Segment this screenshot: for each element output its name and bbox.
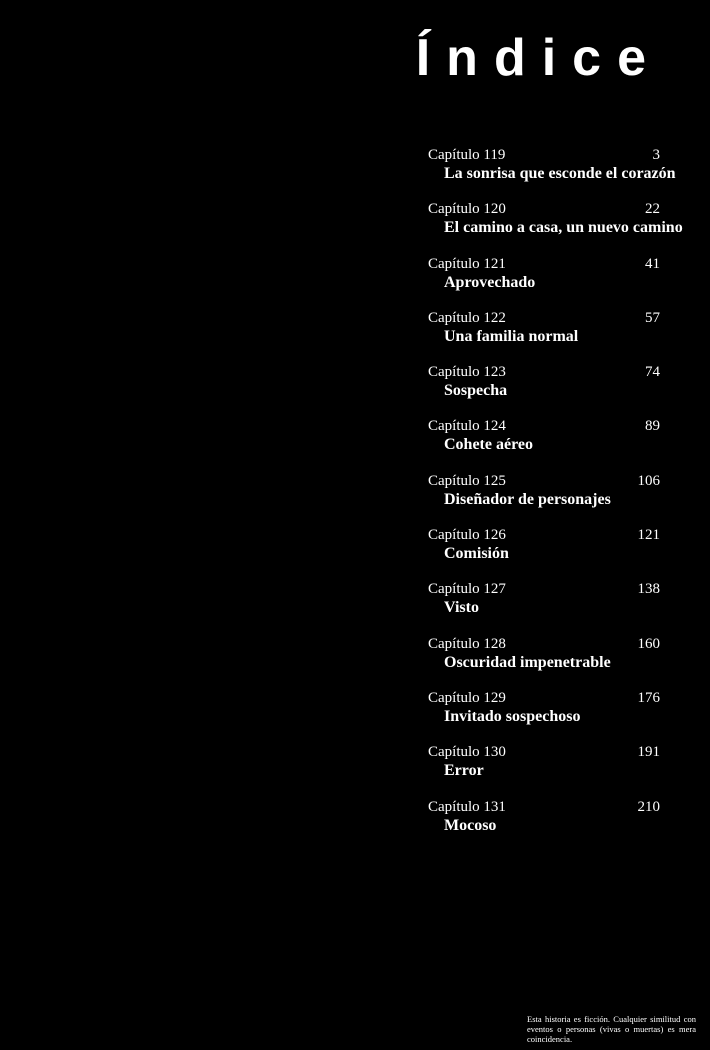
chapter-page-number: 160 [637, 635, 660, 652]
toc-entry[interactable] [428, 580, 690, 634]
fiction-disclaimer: Esta historia es ficción. Cualquier similitud con eventos o personas (vivas o muertas) es mera coincidencia. [527, 1013, 696, 1044]
toc-entry[interactable] [428, 472, 690, 526]
chapter-title: Una familia normal [444, 327, 579, 345]
chapter-page-number: 41 [645, 255, 660, 272]
chapter-title: Comisión [444, 545, 509, 563]
toc-entry[interactable] [428, 200, 690, 254]
toc-entry[interactable] [428, 635, 690, 689]
chapter-title: El camino a casa, un nuevo camino [444, 219, 683, 237]
chapter-page-number: 3 [652, 147, 660, 163]
chapter-title: Visto [444, 599, 479, 617]
chapter-label: Capítulo 131 [428, 798, 506, 815]
chapter-page-number: 138 [637, 581, 660, 598]
toc-entry[interactable] [428, 689, 690, 743]
chapter-page-number: 210 [637, 798, 660, 815]
chapter-label: Capítulo 129 [428, 689, 506, 706]
chapter-page-number: 89 [645, 418, 660, 435]
chapter-label: Capítulo 123 [428, 364, 506, 381]
chapter-page-number: 121 [637, 527, 660, 544]
toc-entry[interactable] [428, 526, 690, 580]
chapter-page-number: 191 [637, 744, 660, 761]
chapter-label: Capítulo 124 [428, 418, 506, 435]
chapter-title: Oscuridad impenetrable [444, 653, 611, 671]
chapter-page-number: 74 [645, 364, 660, 381]
chapter-page-number: 57 [645, 309, 660, 326]
chapter-page-number: 106 [637, 472, 660, 489]
chapter-title: La sonrisa que esconde el corazón [444, 165, 676, 182]
chapter-page-number: 22 [645, 201, 660, 218]
toc-entry[interactable] [428, 309, 690, 363]
page-title: Índice [415, 29, 662, 87]
chapter-title: Sospecha [444, 382, 508, 400]
chapter-page-number: 176 [637, 689, 660, 706]
toc-entry[interactable] [428, 255, 690, 309]
toc-entry[interactable] [428, 146, 690, 200]
chapter-label: Capítulo 130 [428, 744, 506, 761]
chapter-title: Diseñador de personajes [444, 490, 611, 508]
toc-entry[interactable] [428, 798, 690, 852]
chapter-label: Capítulo 125 [428, 472, 506, 489]
chapter-label: Capítulo 126 [428, 527, 506, 544]
chapter-label: Capítulo 121 [428, 255, 506, 272]
chapter-title: Aprovechado [444, 273, 536, 291]
chapter-label: Capítulo 119 [428, 147, 506, 163]
toc-entry[interactable] [428, 417, 690, 471]
table-of-contents [428, 146, 690, 852]
chapter-title: Error [444, 762, 484, 780]
toc-entry[interactable] [428, 363, 690, 417]
chapter-title: Mocoso [444, 816, 497, 834]
chapter-label: Capítulo 122 [428, 309, 506, 326]
chapter-label: Capítulo 120 [428, 201, 506, 218]
chapter-title: Cohete aéreo [444, 436, 533, 454]
chapter-label: Capítulo 128 [428, 635, 506, 652]
chapter-label: Capítulo 127 [428, 581, 506, 598]
chapter-title: Invitado sospechoso [444, 707, 581, 725]
toc-entry[interactable] [428, 743, 690, 797]
